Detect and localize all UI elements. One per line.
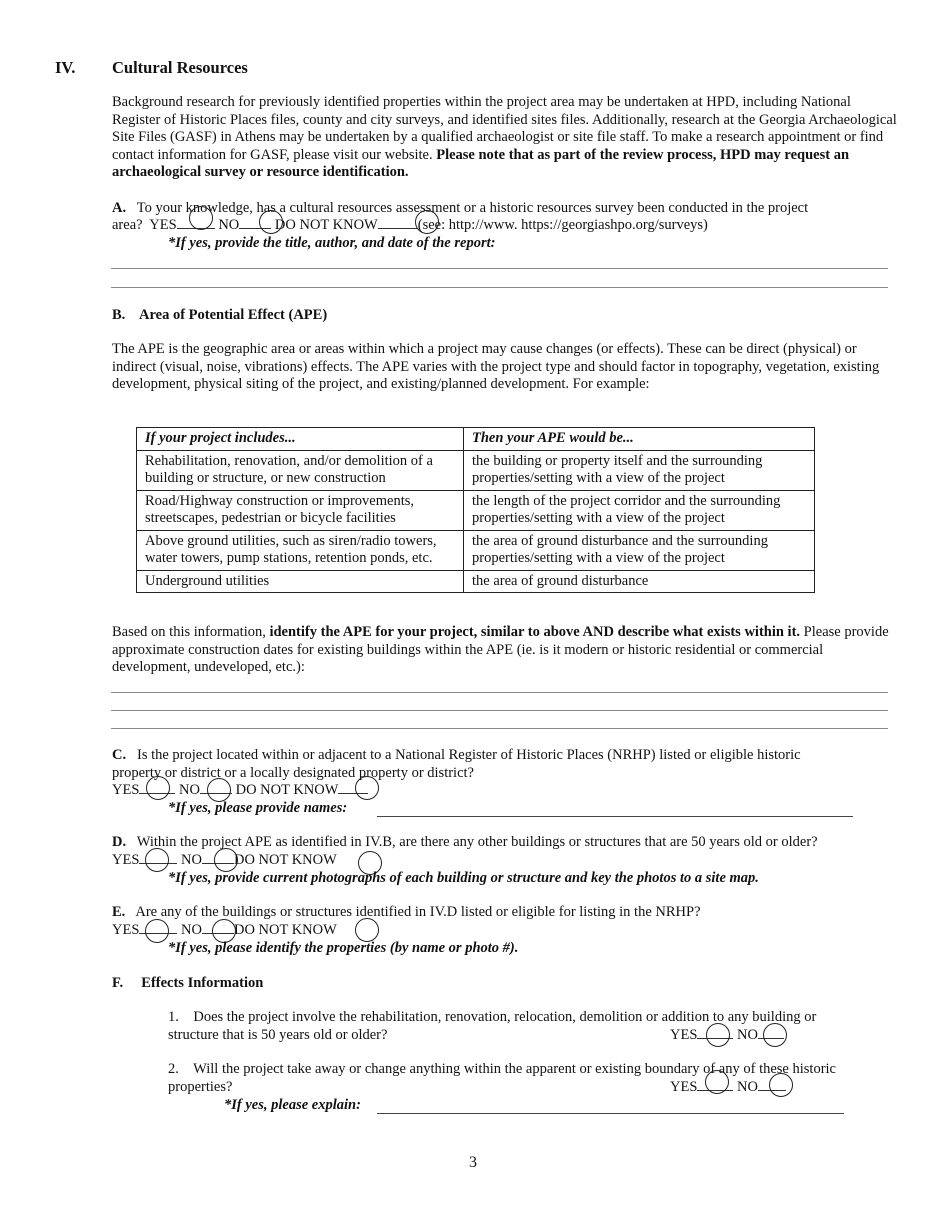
table-cell: the length of the project corridor and the surrounding properties/setting with a view of the project xyxy=(464,490,815,530)
question-f2-text2: properties? xyxy=(168,1079,233,1095)
question-f2-number: 2. xyxy=(168,1061,179,1077)
question-a-dnk-label: DO NOT KNOW xyxy=(274,217,378,233)
question-b-heading xyxy=(112,307,327,325)
question-a-dnk-radio[interactable] xyxy=(415,210,439,234)
question-e-line1 xyxy=(112,904,701,922)
question-a-no-label: NO xyxy=(218,217,240,233)
question-d-dnk-label: DO NOT KNOW xyxy=(233,852,337,868)
question-d-line1 xyxy=(112,834,818,852)
question-c-text2: property or district or a locally designated property or district? xyxy=(112,765,474,781)
question-c-dnk-label: DO NOT KNOW xyxy=(235,782,339,798)
question-e-followup xyxy=(168,940,518,958)
question-a-text2: area? xyxy=(112,217,143,233)
table-cell: the area of ground disturbance and the surrounding properties/setting with a view of the project xyxy=(464,530,815,570)
question-e-yes-radio[interactable] xyxy=(145,919,169,943)
question-d-no-radio[interactable] xyxy=(214,848,238,872)
question-d-text: Within the project APE as identified in IV.B, are there any other buildings or structures that are 50 years old or older? xyxy=(136,834,818,850)
question-d-yes-radio[interactable] xyxy=(145,848,169,872)
question-c-yes-radio[interactable] xyxy=(146,776,170,800)
question-f1-number: 1. xyxy=(168,1009,179,1025)
question-b-description: The APE is the geographic area or areas within which a project may cause changes (or effects). These can be direct (physical) or indirect (visual, noise, vibrations) effects. The APE varies with the project type and should factor in topography, vegetation, existing development, physical siting of the project, and existing/planned development. For example: xyxy=(112,341,880,392)
question-e-dnk-label: DO NOT KNOW xyxy=(233,922,337,938)
question-c-line1 xyxy=(112,747,801,765)
answer-line[interactable] xyxy=(111,710,888,711)
question-b-title: Area of Potential Effect (APE) xyxy=(139,307,328,323)
table-cell: Rehabilitation, renovation, and/or demolition of a building or structure, or new construction xyxy=(137,450,464,490)
instructions-lead: Based on this information, xyxy=(112,624,266,640)
question-d-no-label: NO xyxy=(181,852,202,868)
question-f-title: Effects Information xyxy=(141,975,264,991)
table-row xyxy=(137,450,815,490)
question-a-line1 xyxy=(112,200,808,218)
question-c-followup-text: *If yes, please provide names: xyxy=(168,800,348,816)
table-header-cell: If your project includes... xyxy=(137,428,464,451)
question-a-followup xyxy=(168,235,495,253)
instructions-rest: Please provide approximate construction dates for existing buildings within the APE (ie. is it modern or historic residential or commercial development, undeveloped, etc.): xyxy=(112,624,889,675)
section-title: Cultural Resources xyxy=(112,58,248,77)
question-f1-text2: structure that is 50 years old or older? xyxy=(168,1027,388,1043)
question-d-followup-text: *If yes, provide current photographs of each building or structure and key the photos to a site map. xyxy=(168,870,759,886)
question-e-text: Are any of the buildings or structures identified in IV.D listed or eligible for listing in the NRHP? xyxy=(135,904,701,920)
table-row xyxy=(137,570,815,593)
question-c-followup xyxy=(168,800,347,818)
table-header-cell: Then your APE would be... xyxy=(464,428,815,451)
question-e-followup-text: *If yes, please identify the properties (by name or photo #). xyxy=(168,940,519,956)
question-f-followup-text: *If yes, please explain: xyxy=(224,1097,361,1113)
table-cell: Road/Highway construction or improvements, streetscapes, pedestrian or bicycle facilities xyxy=(137,490,464,530)
section-number: IV. xyxy=(55,58,76,77)
table-header-row xyxy=(137,428,815,451)
question-d-letter: D. xyxy=(112,834,127,850)
question-f-letter: F. xyxy=(112,975,124,991)
question-d-yes-label: YES xyxy=(112,852,140,868)
question-a-yes-radio[interactable] xyxy=(189,206,213,230)
intro-text: Background research for previously identified properties within the project area may be undertaken at HPD, including National Register of Historic Places files, county and city surveys, and identified sites files. Additionally, research at the Georgia Archaeological Site Files (GASF) in Athens may be undertaken by a qualified archaeologist or site file staff. To make a research appointment or find contact information for GASF, please visit our website. xyxy=(112,94,897,163)
question-b-letter: B. xyxy=(112,307,126,323)
question-a-no-radio[interactable] xyxy=(259,210,283,234)
answer-line[interactable] xyxy=(111,287,888,288)
table-cell: the building or property itself and the surrounding properties/setting with a view of the project xyxy=(464,450,815,490)
instructions-bold: identify the APE for your project, similar to above AND describe what exists within it. xyxy=(269,624,801,640)
question-f1-yes-radio[interactable] xyxy=(706,1023,730,1047)
explain-answer-line[interactable] xyxy=(377,1113,844,1114)
answer-line[interactable] xyxy=(111,728,888,729)
question-f-followup xyxy=(224,1097,361,1115)
question-f1-no-label: NO xyxy=(737,1027,758,1043)
answer-line[interactable] xyxy=(111,268,888,269)
page-number: 3 xyxy=(469,1154,477,1171)
intro-bold-text: Please note that as part of the review process, HPD may request an archaeological survey or resource identification. xyxy=(112,146,850,180)
question-c-no-radio[interactable] xyxy=(207,778,231,802)
table-cell: Above ground utilities, such as siren/radio towers, water towers, pump stations, retention ponds, etc. xyxy=(137,530,464,570)
question-f-heading xyxy=(112,975,263,993)
question-c-no-label: NO xyxy=(179,782,200,798)
table-cell: the area of ground disturbance xyxy=(464,570,815,593)
question-a-see-link: (see: http://www. https://georgiashpo.org/surveys) xyxy=(417,217,708,233)
question-a-text: To your knowledge, has a cultural resources assessment or a historic resources survey been conducted in the project xyxy=(136,200,809,216)
question-f1-yes-label: YES xyxy=(670,1027,698,1043)
question-a-yes-label: YES xyxy=(149,217,177,233)
question-f2-no-label: NO xyxy=(737,1079,758,1095)
question-e-dnk-radio[interactable] xyxy=(355,918,379,942)
question-e-letter: E. xyxy=(112,904,126,920)
section-intro xyxy=(112,94,897,182)
question-c-dnk-radio[interactable] xyxy=(355,776,379,800)
question-f1-text: Does the project involve the rehabilitation, renovation, relocation, demolition or addition to any building or xyxy=(193,1009,817,1025)
question-f2-yes-label: YES xyxy=(670,1079,698,1095)
question-e-yes-label: YES xyxy=(112,922,140,938)
question-a-followup-text: *If yes, provide the title, author, and date of the report: xyxy=(168,235,496,251)
question-e-no-label: NO xyxy=(181,922,202,938)
question-f2-line1 xyxy=(168,1061,836,1079)
question-d-followup xyxy=(168,870,759,888)
question-c-letter: C. xyxy=(112,747,127,763)
question-f2-text: Will the project take away or change anything within the apparent or existing boundary of any of these historic xyxy=(193,1061,836,1077)
question-b-instructions xyxy=(112,624,902,677)
question-c-text: Is the project located within or adjacent to a National Register of Historic Places (NRHP) listed or eligible historic xyxy=(136,747,801,763)
table-row xyxy=(137,530,815,570)
question-c-yes-label: YES xyxy=(112,782,140,798)
question-f1-no-radio[interactable] xyxy=(763,1023,787,1047)
names-answer-line[interactable] xyxy=(377,816,853,817)
answer-line[interactable] xyxy=(111,692,888,693)
question-f2-no-radio[interactable] xyxy=(769,1073,793,1097)
ape-table xyxy=(136,427,815,593)
table-cell: Underground utilities xyxy=(137,570,464,593)
table-row xyxy=(137,490,815,530)
question-f2-yes-radio[interactable] xyxy=(705,1070,729,1094)
question-a-letter: A. xyxy=(112,200,127,216)
